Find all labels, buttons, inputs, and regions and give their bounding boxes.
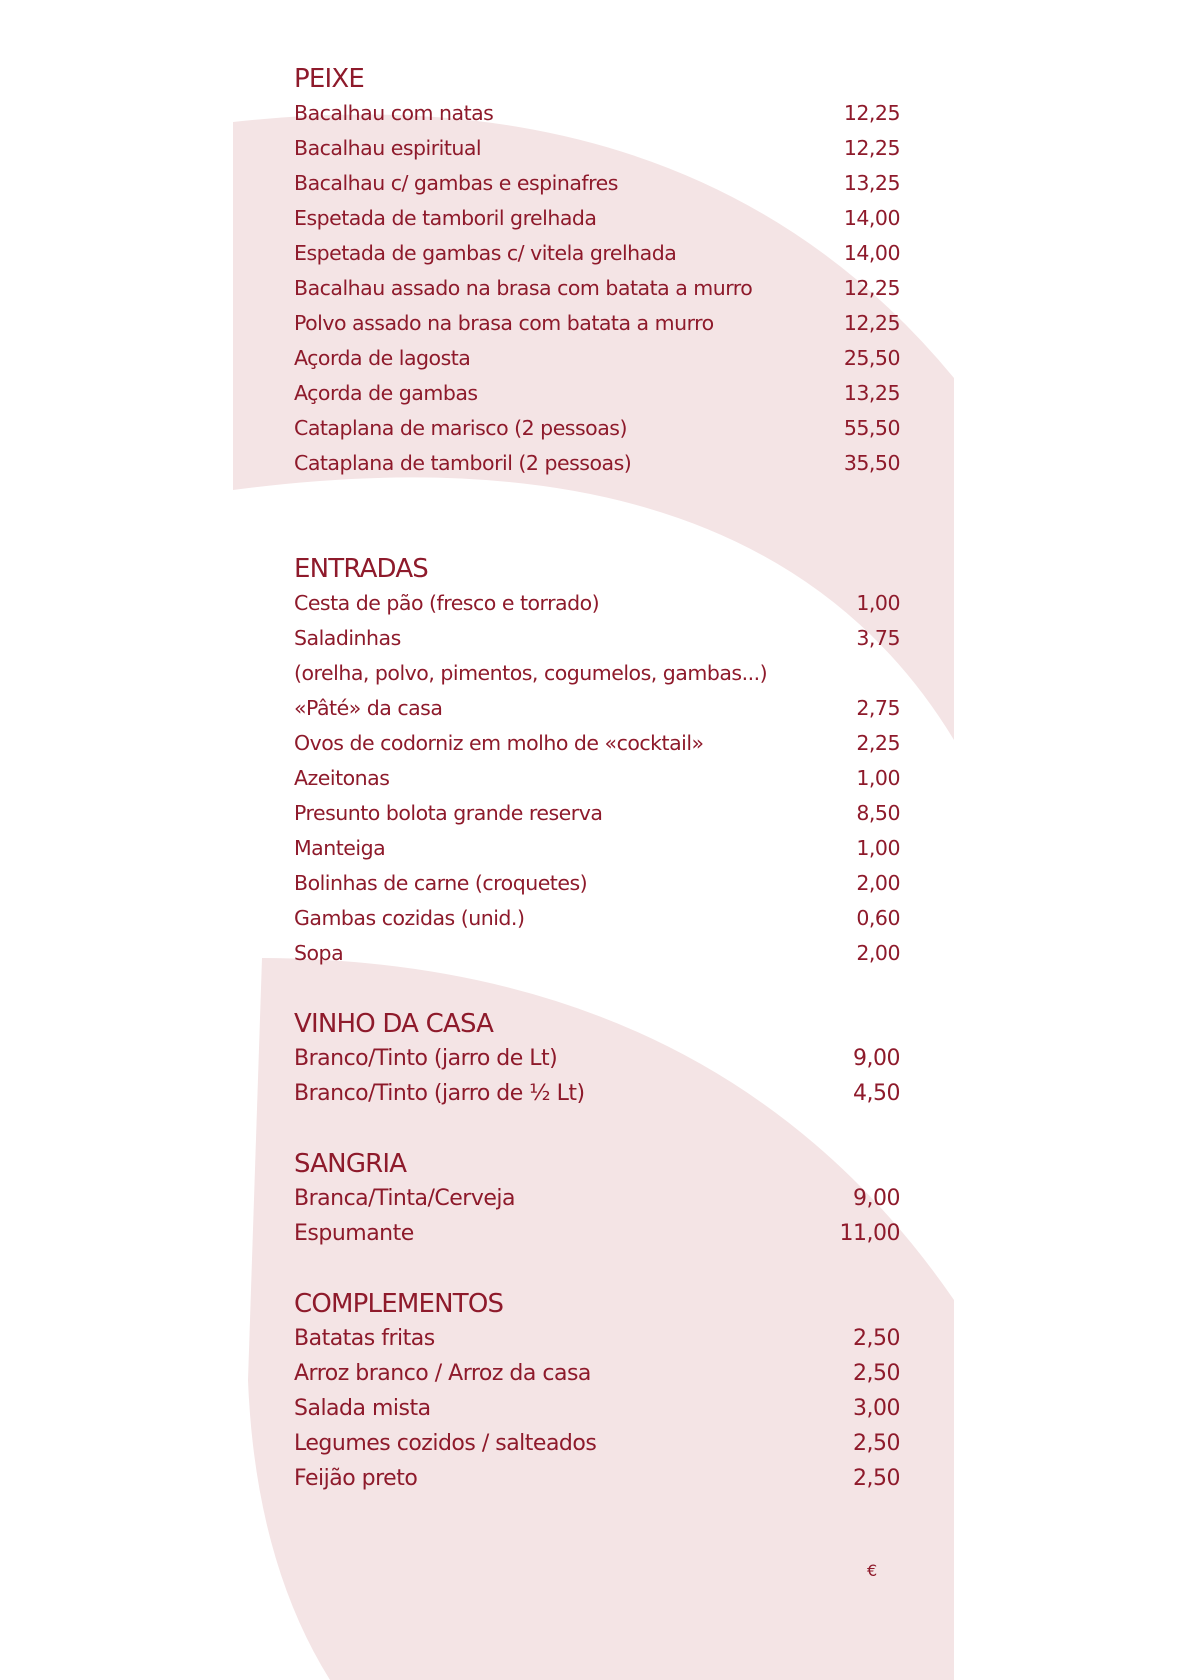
item-price: 9,00	[853, 1046, 900, 1071]
item-name: Arroz branco / Arroz da casa	[294, 1361, 591, 1386]
item-price: 13,25	[843, 171, 900, 195]
item-price: 11,00	[839, 1221, 900, 1246]
item-name: Espetada de gambas c/ vitela grelhada	[294, 241, 677, 265]
item-name: Bolinhas de carne (croquetes)	[294, 871, 588, 895]
item-price: 2,75	[856, 696, 900, 720]
item-name: Espumante	[294, 1221, 414, 1246]
section-complementos	[294, 1287, 900, 1496]
item-name: Azeitonas	[294, 766, 390, 790]
menu-item	[294, 586, 900, 621]
item-name: Cataplana de marisco (2 pessoas)	[294, 416, 627, 440]
menu-item-note	[294, 656, 900, 691]
item-name: Branco/Tinto (jarro de ½ Lt)	[294, 1081, 585, 1106]
item-price: 55,50	[843, 416, 900, 440]
section-title: COMPLEMENTOS	[294, 1289, 504, 1319]
menu-item	[294, 621, 900, 656]
item-name: Gambas cozidas (unid.)	[294, 906, 525, 930]
menu-item	[294, 1321, 900, 1356]
item-price: 35,50	[843, 451, 900, 475]
section-vinho-da-casa	[294, 1007, 900, 1111]
item-name: Bacalhau com natas	[294, 101, 494, 125]
section-title: PEIXE	[294, 64, 365, 94]
menu-item	[294, 901, 900, 936]
menu-item	[294, 446, 900, 481]
menu-item	[294, 376, 900, 411]
menu-item	[294, 1216, 900, 1251]
menu-item	[294, 1391, 900, 1426]
item-name: Salada mista	[294, 1396, 431, 1421]
item-price: 3,75	[856, 626, 900, 650]
item-price: 2,50	[853, 1326, 900, 1351]
item-name: Branca/Tinta/Cerveja	[294, 1186, 515, 1211]
menu-item	[294, 166, 900, 201]
menu-item	[294, 1181, 900, 1216]
menu-item	[294, 271, 900, 306]
item-name: Saladinhas	[294, 626, 401, 650]
item-price: 4,50	[853, 1081, 900, 1106]
item-name: Cataplana de tamboril (2 pessoas)	[294, 451, 632, 475]
section-title: SANGRIA	[294, 1149, 407, 1179]
menu-item	[294, 866, 900, 901]
item-name: Feijão preto	[294, 1466, 418, 1491]
menu-item	[294, 411, 900, 446]
menu-item	[294, 236, 900, 271]
item-name: Açorda de gambas	[294, 381, 478, 405]
item-price: 1,00	[856, 766, 900, 790]
menu-item	[294, 1426, 900, 1461]
menu-item	[294, 131, 900, 166]
item-price: 12,25	[843, 276, 900, 300]
item-name: Bacalhau assado na brasa com batata a murro	[294, 276, 753, 300]
item-name: Ovos de codorniz em molho de «cocktail»	[294, 731, 704, 755]
item-name: Cesta de pão (fresco e torrado)	[294, 591, 600, 615]
item-name: Espetada de tamboril grelhada	[294, 206, 597, 230]
item-name: Polvo assado na brasa com batata a murro	[294, 311, 714, 335]
menu-item	[294, 1041, 900, 1076]
item-name: «Pâté» da casa	[294, 696, 443, 720]
section-sangria	[294, 1147, 900, 1251]
item-price: 8,50	[856, 801, 900, 825]
section-peixe	[294, 62, 900, 481]
item-price: 2,50	[853, 1466, 900, 1491]
item-price: 3,00	[853, 1396, 900, 1421]
currency-note: €	[867, 1561, 878, 1580]
menu-item	[294, 831, 900, 866]
section-title: ENTRADAS	[294, 554, 429, 584]
item-price: 14,00	[843, 241, 900, 265]
item-price: 2,50	[853, 1431, 900, 1456]
item-price: 14,00	[843, 206, 900, 230]
item-price: 1,00	[856, 836, 900, 860]
item-price: 1,00	[856, 591, 900, 615]
item-name: Batatas fritas	[294, 1326, 435, 1351]
item-price: 9,00	[853, 1186, 900, 1211]
item-price: 2,00	[856, 941, 900, 965]
menu-item	[294, 306, 900, 341]
menu-item	[294, 1076, 900, 1111]
item-name: Bacalhau espiritual	[294, 136, 482, 160]
section-title: VINHO DA CASA	[294, 1009, 494, 1039]
item-price: 13,25	[843, 381, 900, 405]
item-price: 12,25	[843, 101, 900, 125]
menu-item	[294, 341, 900, 376]
item-price: 12,25	[843, 136, 900, 160]
item-name: Presunto bolota grande reserva	[294, 801, 603, 825]
item-price: 2,00	[856, 871, 900, 895]
menu-item	[294, 1461, 900, 1496]
item-name: Bacalhau c/ gambas e espinafres	[294, 171, 618, 195]
item-price: 2,25	[856, 731, 900, 755]
menu-item	[294, 761, 900, 796]
item-name: Açorda de lagosta	[294, 346, 471, 370]
menu-item	[294, 96, 900, 131]
item-name: Manteiga	[294, 836, 386, 860]
menu-item	[294, 796, 900, 831]
item-name: (orelha, polvo, pimentos, cogumelos, gambas...)	[294, 661, 768, 685]
item-price: 2,50	[853, 1361, 900, 1386]
menu-item	[294, 936, 900, 971]
item-price: 0,60	[856, 906, 900, 930]
menu-item	[294, 691, 900, 726]
item-price: 25,50	[843, 346, 900, 370]
menu-item	[294, 1356, 900, 1391]
item-name: Sopa	[294, 941, 344, 965]
section-entradas	[294, 552, 900, 971]
item-price: 12,25	[843, 311, 900, 335]
item-name: Branco/Tinto (jarro de Lt)	[294, 1046, 558, 1071]
menu-item	[294, 201, 900, 236]
item-name: Legumes cozidos / salteados	[294, 1431, 597, 1456]
menu-item	[294, 726, 900, 761]
